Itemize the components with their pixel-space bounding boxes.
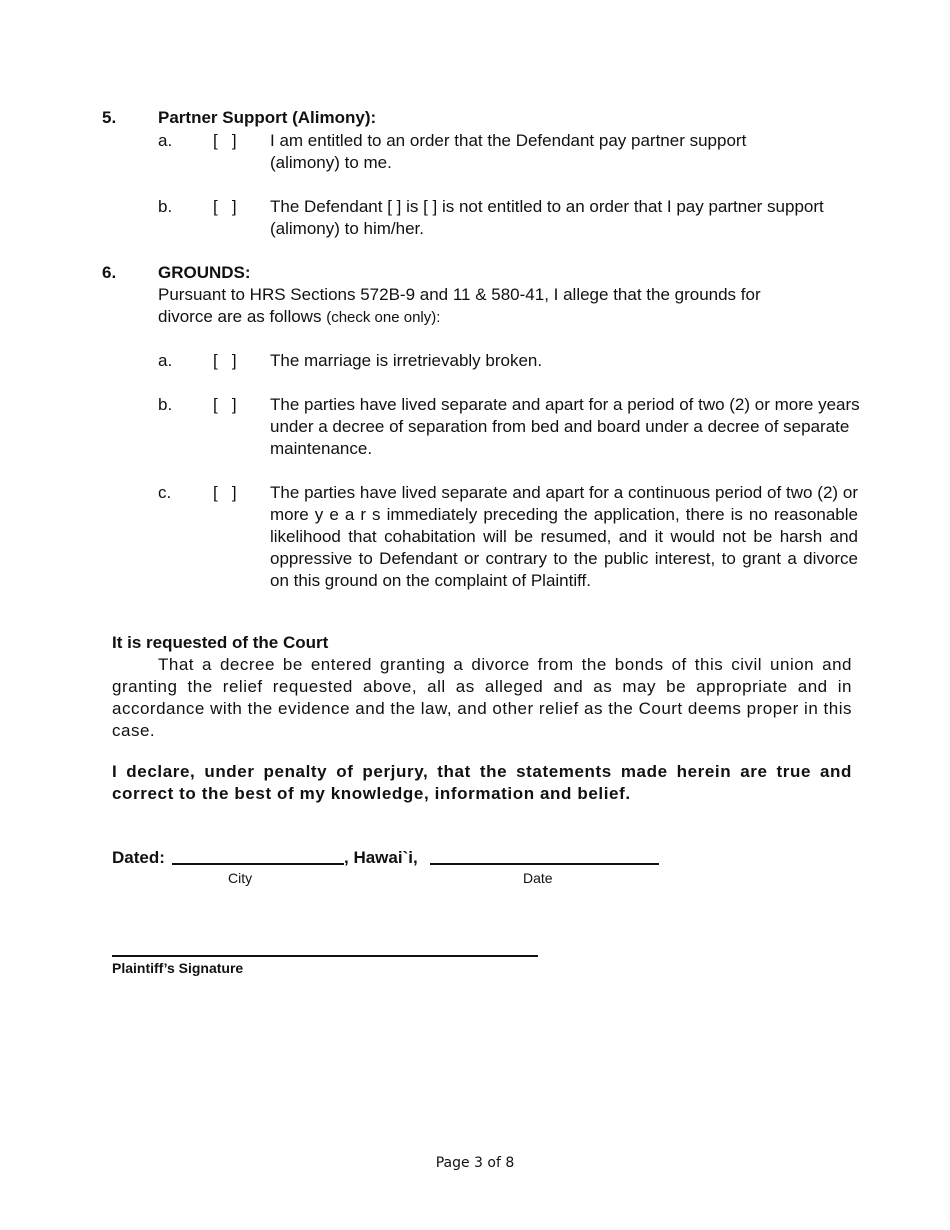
item-5a-checkbox[interactable]: [ ] bbox=[213, 131, 237, 150]
item-5b-letter: b. bbox=[158, 197, 173, 216]
item-6b-checkbox[interactable]: [ ] bbox=[213, 395, 237, 414]
item-6c-checkbox[interactable]: [ ] bbox=[213, 483, 237, 502]
item-5a-letter: a. bbox=[158, 131, 173, 150]
hawaii-label: , Hawai`i, bbox=[344, 848, 418, 867]
item-5b-checkbox[interactable]: [ ] bbox=[213, 197, 237, 216]
item-6b-text: The parties have lived separate and apart for a period of two (2) or more years under a decree of separation from bed and board under a decree of separate maintenance. bbox=[270, 395, 860, 458]
dated-label: Dated: bbox=[112, 848, 165, 867]
date-caption: Date bbox=[523, 870, 553, 886]
page-number: Page 3 of 8 bbox=[435, 1155, 515, 1171]
item-6a-letter: a. bbox=[158, 351, 173, 370]
section-6-number: 6. bbox=[102, 263, 117, 282]
item-5b-text: The Defendant [ ] is [ ] is not entitled to an order that I pay partner support (alimony) to him/her. bbox=[270, 197, 824, 238]
date-input[interactable] bbox=[432, 845, 657, 865]
item-6c-text: The parties have lived separate and apart for a continuous period of two (2) or more y e a r s immediately preceding the application, there is no reasonable likelihood that cohabitation will be resumed, and it would not be harsh and oppressive to Defendant or contrary to the public interest, to grant a divorce on this ground on the complaint of Plaintiff. bbox=[270, 483, 858, 590]
grounds-intro-line2-text: divorce are as follows bbox=[158, 307, 322, 326]
item-6a-text: The marriage is irretrievably broken. bbox=[270, 351, 543, 370]
item-6a-checkbox[interactable]: [ ] bbox=[213, 351, 237, 370]
grounds-intro-line2 bbox=[158, 306, 858, 329]
section-5-heading: Partner Support (Alimony): bbox=[158, 108, 377, 127]
request-heading: It is requested of the Court bbox=[112, 633, 329, 652]
signature-label: Plaintiff’s Signature bbox=[112, 960, 244, 976]
city-input[interactable] bbox=[174, 845, 342, 865]
item-6b-letter: b. bbox=[158, 395, 173, 414]
grounds-intro-note: (check one only): bbox=[326, 309, 441, 326]
request-text: That a decree be entered granting a divorce from the bonds of this civil union and granting the relief requested above, all as alleged and as may be appropriate and in accordance with the evidence and the law, and other relief as the Court deems proper in this case. bbox=[112, 655, 852, 740]
item-6c-letter: c. bbox=[158, 483, 172, 502]
grounds-intro-line1: Pursuant to HRS Sections 572B-9 and 11 & 580-41, I allege that the grounds for bbox=[158, 285, 761, 304]
grounds-intro bbox=[158, 284, 858, 329]
section-6-heading: GROUNDS: bbox=[158, 263, 251, 282]
city-caption: City bbox=[228, 870, 253, 886]
item-5a-text: I am entitled to an order that the Defendant pay partner support (alimony) to me. bbox=[270, 131, 747, 172]
perjury-declaration: I declare, under penalty of perjury, that the statements made herein are true and correct to the best of my knowledge, information and belief. bbox=[112, 762, 852, 803]
section-5-number: 5. bbox=[102, 108, 117, 127]
